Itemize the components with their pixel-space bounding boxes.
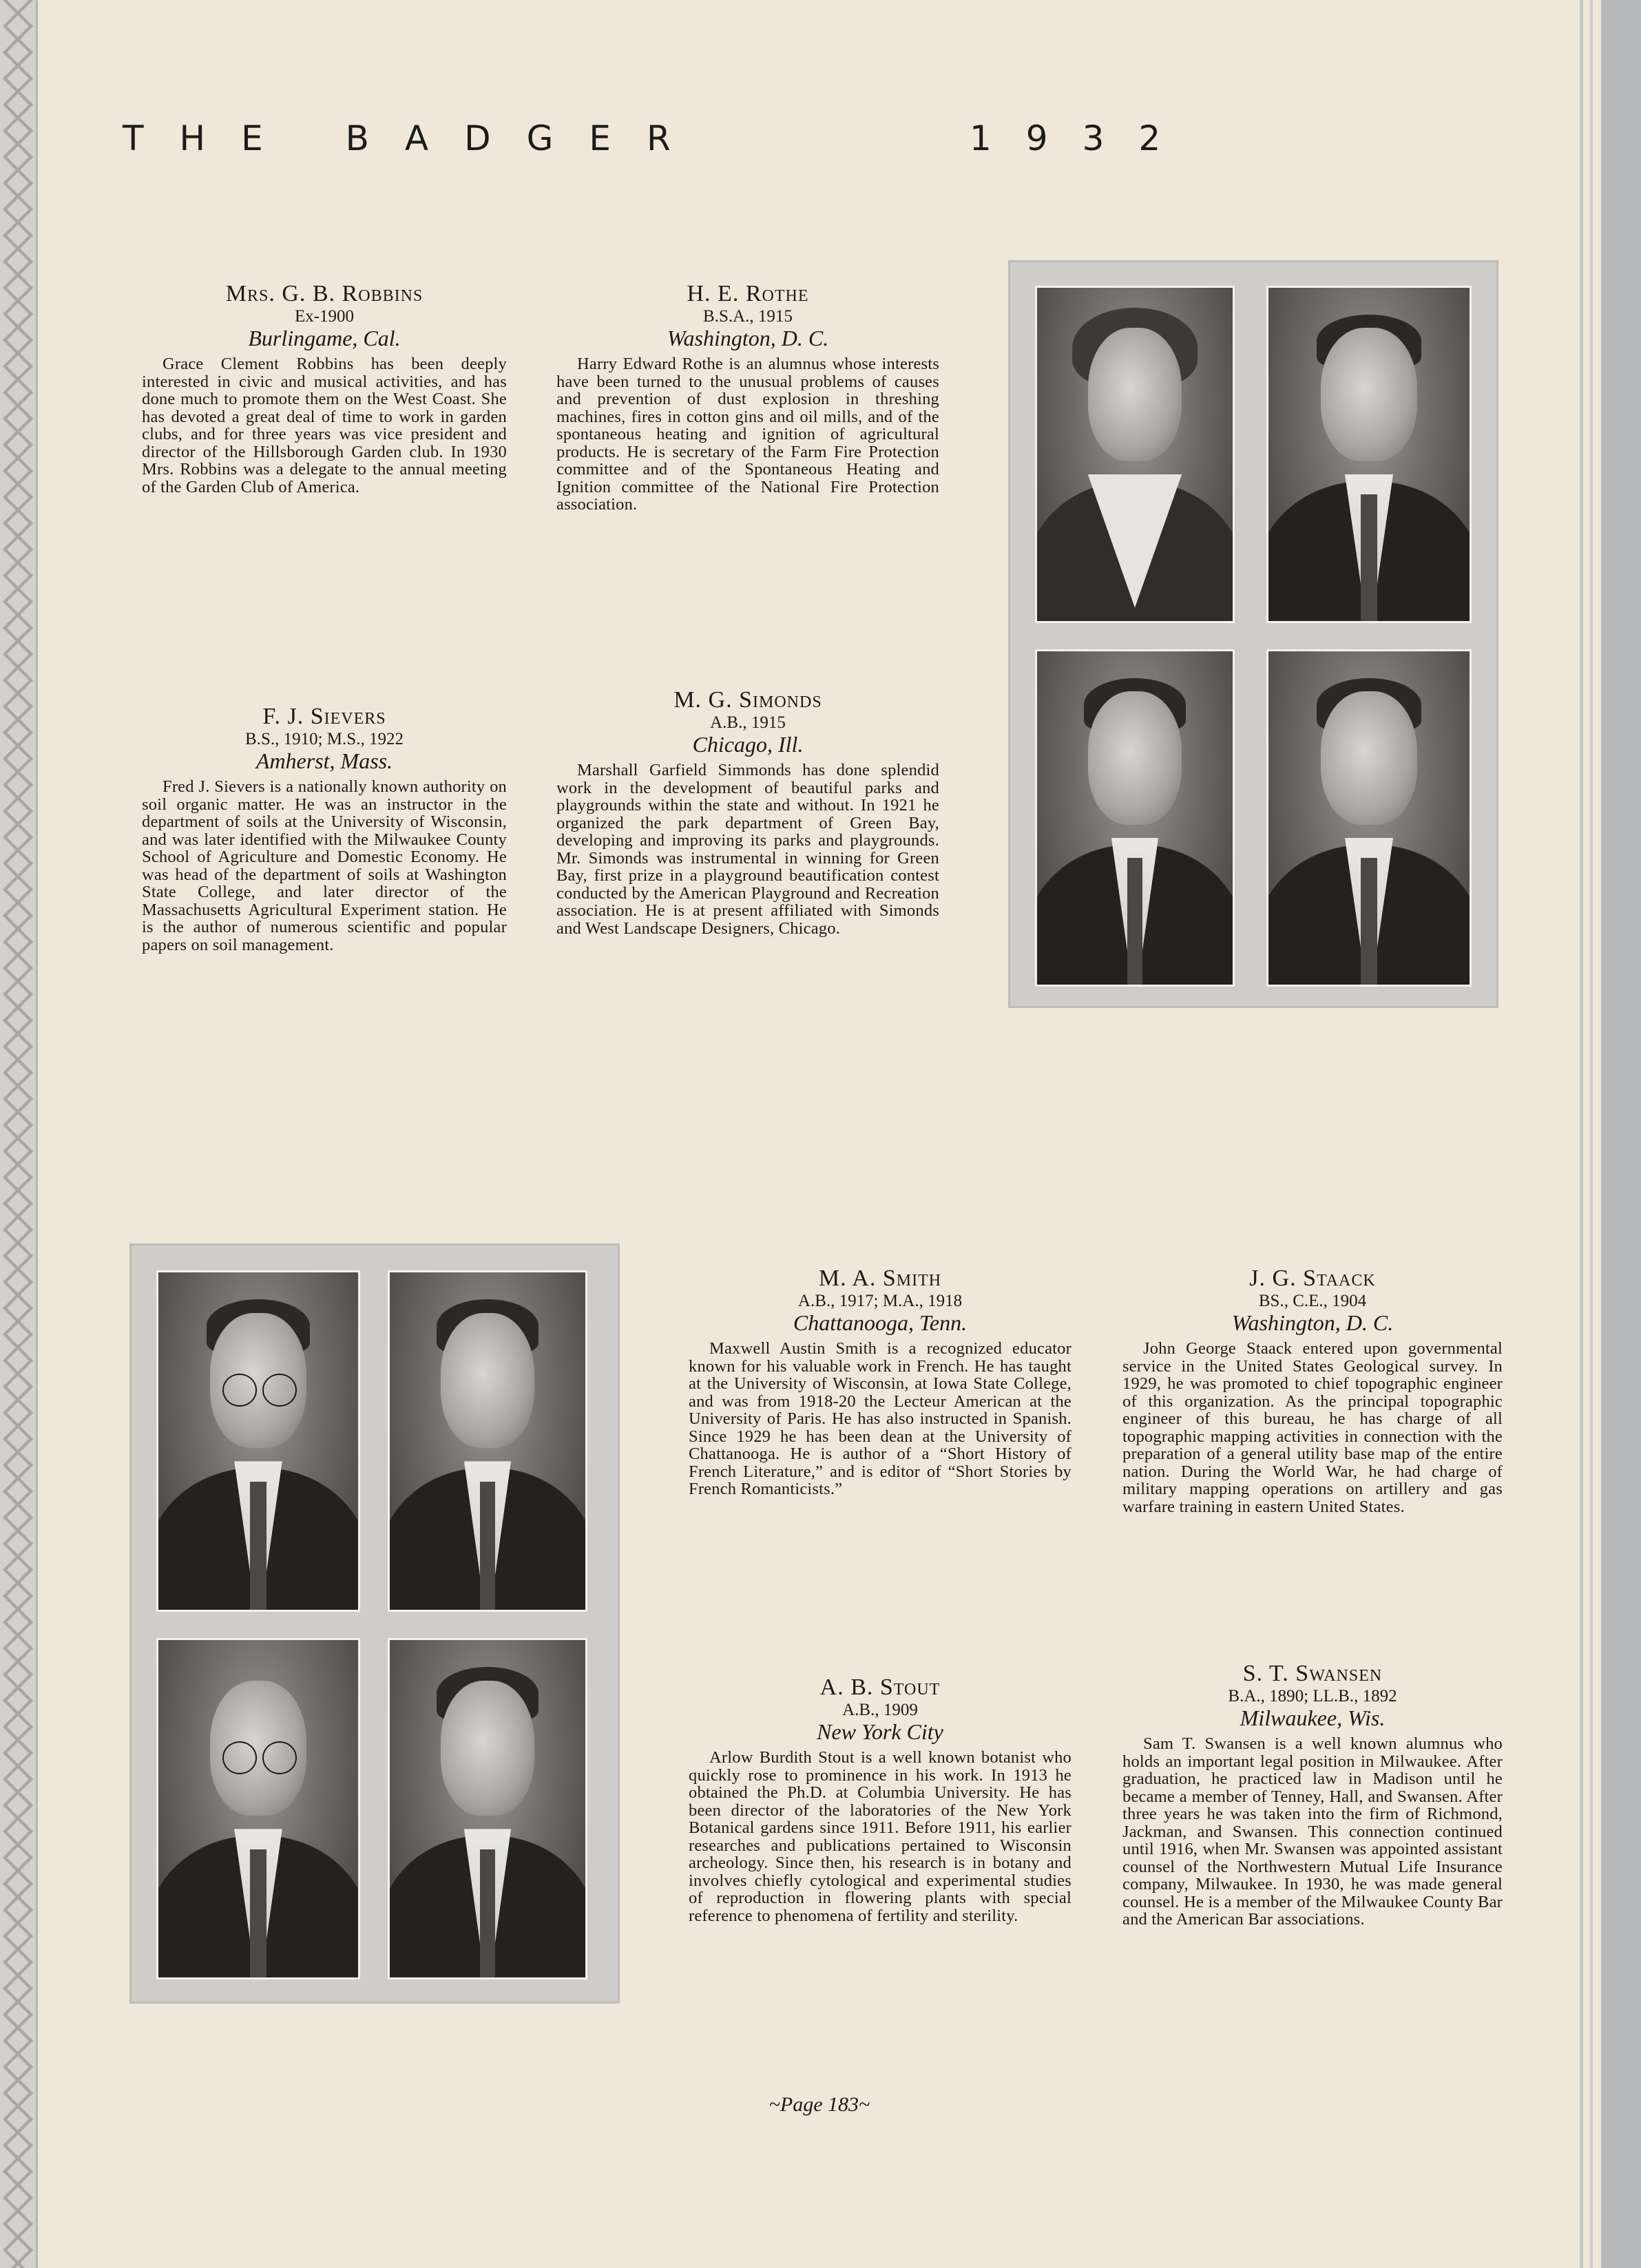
bio-degree: Ex-1900 bbox=[294, 307, 355, 326]
bio-smith bbox=[689, 1266, 1072, 1498]
bio-staack bbox=[1122, 1266, 1503, 1515]
bio-place: Washington, D. C. bbox=[667, 326, 829, 350]
bio-text: Arlow Burdith Stout is a well known botanist who quickly rose to prominence in his work. In 1913 he obtained the Ph.D. at Columbia University. He has been director of the laboratories of the New York Botanical gardens since 1911. Before 1911, his earlier researches and publications pertained to Wisconsin archeology. Since then, his research is in botany and involves chiefly cytological and experimental studies of reproduction in flowering plants with special reference to phenomena of fertility and sterility. bbox=[689, 1748, 1072, 1925]
bio-degree: B.A., 1890; LL.B., 1892 bbox=[1228, 1687, 1397, 1705]
portrait-sievers bbox=[1035, 649, 1235, 987]
right-binding-edge bbox=[1601, 0, 1641, 2268]
portrait-swansen bbox=[388, 1638, 587, 1980]
bio-simonds bbox=[556, 687, 939, 937]
portrait-smith bbox=[156, 1270, 360, 1612]
bio-place: Milwaukee, Wis. bbox=[1240, 1705, 1386, 1730]
bio-stout bbox=[689, 1674, 1072, 1924]
bio-name: M. A. Smith bbox=[818, 1266, 942, 1291]
bio-sievers bbox=[142, 704, 507, 954]
bio-degree: BS., C.E., 1904 bbox=[1258, 1292, 1367, 1310]
bio-swansen bbox=[1122, 1661, 1503, 1929]
bio-degree: B.S.A., 1915 bbox=[703, 307, 793, 326]
bio-text: Fred J. Sievers is a nationally known authority on soil organic matter. He was an instructor in the department of soils at the University of Wisconsin, and was later identified with the Milwaukee County School of Agriculture and Domestic Economy. He was head of the department of soils at Washington State College, and later director of the Massachusetts Agricultural Experiment station. He is the author of numerous scientific and popular papers on soil management. bbox=[142, 777, 507, 954]
bio-place: New York City bbox=[817, 1719, 943, 1744]
bio-degree: A.B., 1915 bbox=[710, 713, 786, 732]
bio-name: Mrs. G. B. Robbins bbox=[225, 281, 424, 306]
bio-place: Washington, D. C. bbox=[1231, 1310, 1394, 1335]
bio-name: M. G. Simonds bbox=[673, 687, 822, 713]
portrait-rothe bbox=[1266, 286, 1472, 623]
left-decorative-border bbox=[0, 0, 38, 2268]
running-header-year: 1932 bbox=[970, 118, 1195, 158]
right-rule-line bbox=[1590, 0, 1593, 2268]
glasses-icon bbox=[222, 1374, 257, 1407]
bio-name: S. T. Swansen bbox=[1242, 1661, 1383, 1686]
right-rule-line bbox=[1580, 0, 1583, 2268]
bio-place: Chattanooga, Tenn. bbox=[793, 1310, 968, 1335]
bio-rothe bbox=[556, 281, 939, 514]
photo-panel-top bbox=[1008, 260, 1498, 1008]
running-header-title: THE BADGER bbox=[123, 118, 707, 158]
portrait-staack bbox=[388, 1270, 587, 1612]
bio-degree: A.B., 1917; M.A., 1918 bbox=[797, 1292, 963, 1310]
bio-text: Maxwell Austin Smith is a recognized educator known for his valuable work in French. He has taught at the University of Wisconsin, at Iowa State College, and was from 1918-20 the Lecteur American at the University of Paris. He has also instructed in Spanish. Since 1929 he has been dean at the University of Chattanooga. He is author of a “Short History of French Literature,” and is editor of “Short Stories by French Romanticists.” bbox=[689, 1339, 1072, 1498]
bio-name: F. J. Sievers bbox=[262, 704, 386, 729]
portrait-simonds bbox=[1266, 649, 1472, 987]
glasses-icon bbox=[262, 1374, 297, 1407]
portrait-robbins bbox=[1035, 286, 1235, 623]
page-number: ~Page 183~ bbox=[769, 2093, 870, 2116]
bio-degree: B.S., 1910; M.S., 1922 bbox=[245, 730, 404, 748]
photo-panel-bottom bbox=[129, 1243, 620, 2004]
bio-text: Marshall Garfield Simmonds has done splendid work in the development of beautiful parks and playgrounds within the state and without. In 1921 he organized the park department of Green Bay, developing and improving its parks and playgrounds. Mr. Simonds was instrumental in winning for Green Bay, first prize in a playground beautification contest conducted by the American Playground and Recreation association. He is at present affiliated with Simonds and West Landscape Designers, Chicago. bbox=[556, 761, 939, 938]
bio-name: H. E. Rothe bbox=[687, 281, 809, 306]
bio-text: Sam T. Swansen is a well known alumnus who holds an important legal position in Milwaukee. After graduation, he practiced law in Madison until he became a member of Tenney, Hall, and Swansen. After three years he was taken into the firm of Richmond, Jackman, and Swansen. This connection continued until 1916, when Mr. Swansen was appointed assistant counsel of the Northwestern Mutual Life Insurance company, Milwaukee. In 1930, he was made general counsel. He is a member of the Milwaukee County Bar and the American Bar associations. bbox=[1122, 1734, 1503, 1929]
glasses-icon bbox=[222, 1741, 257, 1774]
portrait-stout bbox=[156, 1638, 360, 1980]
bio-place: Chicago, Ill. bbox=[692, 732, 804, 757]
bio-place: Amherst, Mass. bbox=[255, 748, 393, 773]
bio-name: J. G. Staack bbox=[1249, 1266, 1376, 1291]
bio-degree: A.B., 1909 bbox=[842, 1701, 918, 1719]
bio-name: A. B. Stout bbox=[819, 1674, 941, 1700]
bio-text: Harry Edward Rothe is an alumnus whose interests have been turned to the unusual problems of causes and prevention of dust explosion in threshing machines, fires in cotton gins and oil mills, and of the spontaneous heating and ignition of agricultural products. He is secretary of the Farm Fire Protection committee and of the Spontaneous Heating and Ignition committee of the National Fire Protection association. bbox=[556, 355, 939, 514]
bio-text: Grace Clement Robbins has been deeply interested in civic and musical activities, and has done much to promote them on the West Coast. She has devoted a great deal of time to work in garden clubs, and for three years was vice president and director of the Hillsborough Garden club. In 1930 Mrs. Robbins was a delegate to the annual meeting of the Garden Club of America. bbox=[142, 355, 507, 496]
bio-place: Burlingame, Cal. bbox=[248, 326, 401, 350]
bio-robbins bbox=[142, 281, 507, 496]
bio-text: John George Staack entered upon governmental service in the United States Geological survey. In 1929, he was promoted to chief topographic engineer of this organization. As the principal topographic engineer of this bureau, he has charge of all topographic mapping activities in connection with the preparation of a general utility base map of the entire nation. During the World War, he had charge of military mapping operations on artillery and gas warfare training in eastern United States. bbox=[1122, 1339, 1503, 1516]
glasses-icon bbox=[262, 1741, 297, 1774]
